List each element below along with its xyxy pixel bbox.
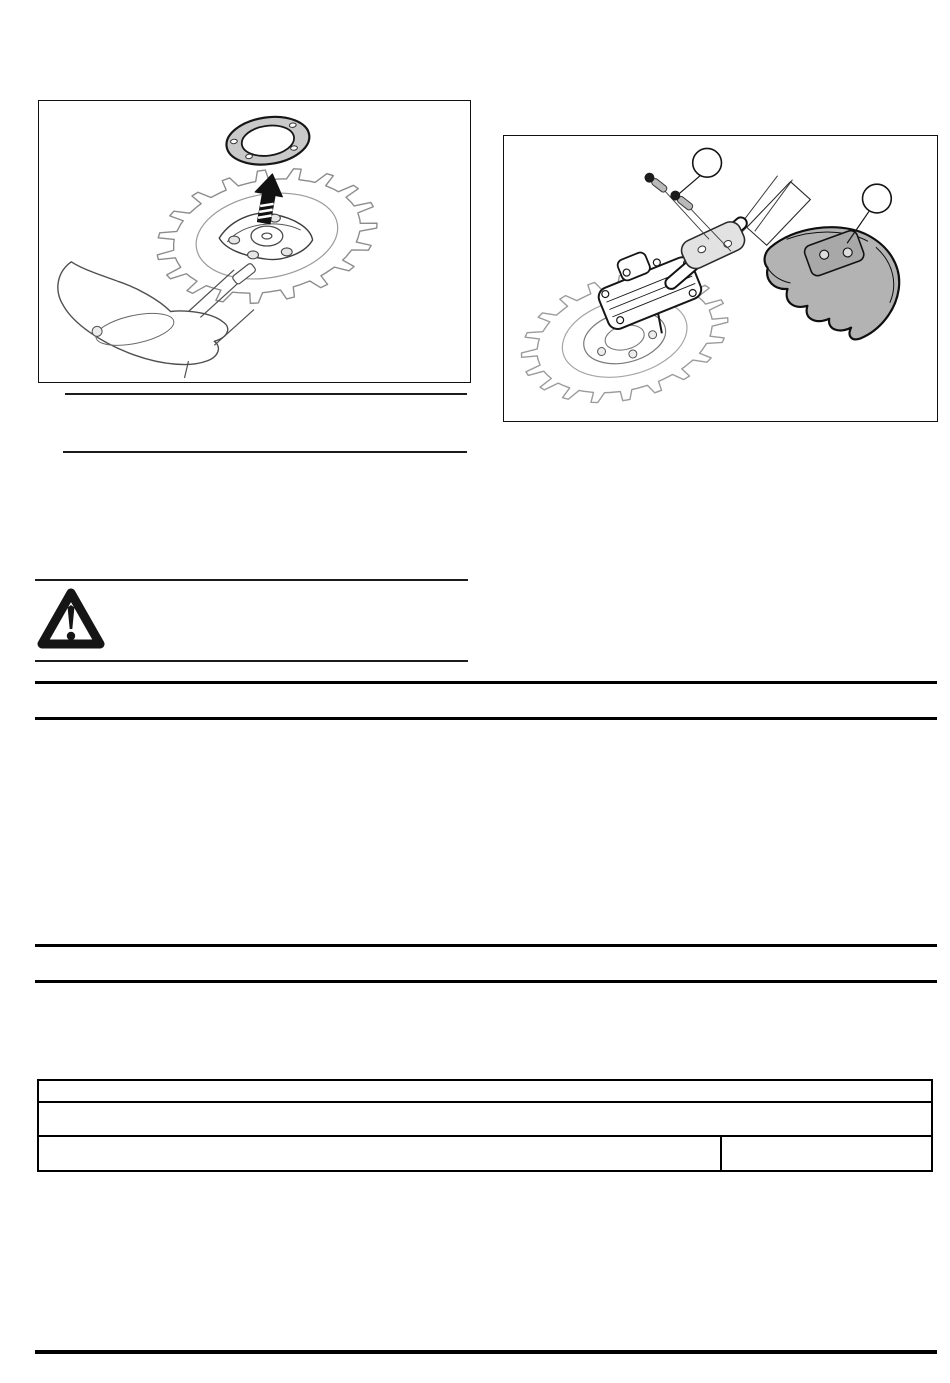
guard-mounting-drawing [504,136,937,421]
section-rule-2 [35,717,937,720]
footer-rule [35,1350,937,1354]
callout-1 [679,148,721,193]
warning-triangle-icon [36,586,106,652]
guard [765,227,900,339]
flange-removal-drawing [39,101,470,382]
table-row [39,1103,931,1137]
clamp-plate [678,218,748,272]
table-cell [39,1137,722,1170]
support-flange [223,112,312,170]
warning-bottom-rule [35,660,468,662]
section-rule-1 [35,681,937,684]
table-cell [722,1137,931,1170]
figure-guard-mounting [503,135,938,422]
caption-rule-1 [65,393,467,395]
caption-rule-2 [63,451,467,453]
table-row [39,1137,931,1170]
warning-top-rule [35,579,468,581]
callout-2 [847,184,891,243]
section-rule-4 [35,980,937,983]
table-row [39,1081,931,1103]
figure-flange-removal [38,100,471,383]
spec-table [37,1079,933,1172]
section-rule-3 [35,944,937,947]
